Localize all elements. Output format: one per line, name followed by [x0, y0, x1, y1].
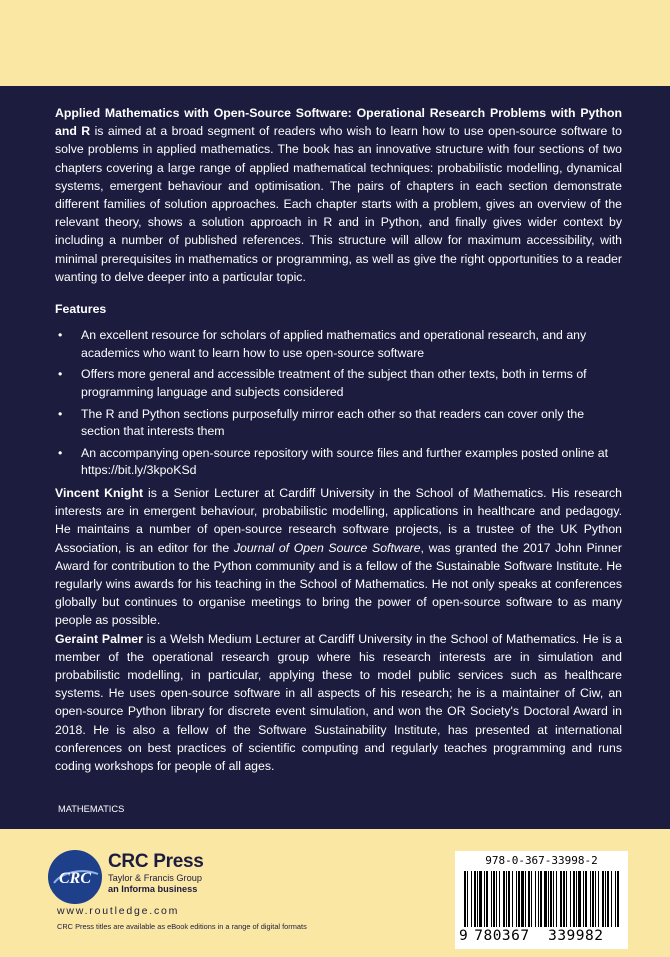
- barcode-bar: [471, 871, 472, 927]
- barcode-bar: [479, 871, 482, 927]
- subject-category: MATHEMATICS: [58, 804, 125, 814]
- barcode-bar: [615, 871, 616, 927]
- features-heading: Features: [55, 302, 107, 317]
- barcode-bar: [578, 871, 581, 927]
- logo-text: CRC: [58, 870, 92, 887]
- barcode-bar: [518, 871, 520, 927]
- barcode-bar: [556, 871, 557, 927]
- barcode-bar: [544, 871, 547, 927]
- barcode-bar: [602, 871, 604, 927]
- back-cover-text: [55, 104, 622, 775]
- barcode-bar: [538, 871, 539, 927]
- barcode-bar: [512, 871, 513, 927]
- barcode-bar: [477, 871, 478, 927]
- barcode-bar: [560, 871, 562, 927]
- barcode-bar: [493, 871, 495, 927]
- barcode-bar: [508, 871, 510, 927]
- barcode-bar: [573, 871, 575, 927]
- barcode-bar: [540, 871, 542, 927]
- publisher-brand: [108, 851, 204, 895]
- bullet-icon: •: [58, 328, 63, 343]
- barcode-bar: [506, 871, 507, 927]
- author-bio-geraint-palmer: Geraint Palmer is a Welsh Medium Lecturer at Cardiff University in the School of Mathematics. He is a member of the operational research group where his research interests are in simulation and probabilistic modelling, in particular, applying these to model public services such as healthcare systems. He uses open-source software in all aspects of his research; he is a maintainer of Ciw, an open-source Python library for discrete event simulation, and won the OR Society's Doctoral Award in 2018. He is also a fellow of the Software Sustainability Institute, has presented at international conferences on best practices of scientific computing and regularly teaches programming and runs coding workshops for people of all ages.: [55, 631, 623, 774]
- book-description-text: is aimed at a broad segment of readers who wish to learn how to use open-source software to solve problems in applied mathematics. The book has an innovative structure with four sections of two chapters covering a large range of applied mathematical techniques: probabilistic modelling, dynamical systems, emergent behaviour and optimisation. The pairs of chapters in each section demonstrate different families of solution approaches. Each chapter starts with a problem, gives an overview of the relevant theory, shows a solution approach in R and in Python, and finally gives wider context by including a number of published references. This structure will allow for maximum accessibility, with minimal prerequisites in mathematics or programming, as well as give the right opportunities to a reader wanting to delve deeper into a particular topic.: [55, 124, 622, 284]
- isbn-number: 978-0-367-33998-2: [485, 854, 598, 867]
- barcode-bar: [499, 871, 500, 927]
- barcode-bar: [592, 871, 594, 927]
- barcode-bar: [611, 871, 612, 927]
- barcode-bar: [570, 871, 571, 927]
- author-name: Vincent Knight: [55, 485, 144, 500]
- publisher-group: Taylor & Francis Group: [108, 873, 202, 883]
- isbn-barcode: [455, 851, 628, 949]
- bullet-icon: •: [58, 445, 63, 460]
- author-bio-vincent-knight: Vincent Knight is a Senior Lecturer at Cardiff University in the School of Mathematics. His research interests are in emergent behaviour, probabilistic modelling, applications in healthcare and pedagogy. He maintains a number of open-source research software projects, is a trustee of the UK Python Association, is an editor for the Journal of Open Source Software, was granted the 2017 John Pinner Award for contribution to the Python community and is a fellow of the Sustainable Software Institute. He regularly wins awards for his teaching in the School of Mathematics. He not only speaks at conferences globally but continues to organise meetings to bring the power of open-source software to as many people as possible.: [55, 485, 622, 628]
- publisher-name: CRC Press: [108, 851, 204, 872]
- book-title: Applied Mathematics with Open-Source Software: Operational Research Problems with Python and R: [55, 106, 622, 139]
- barcode-bar: [598, 871, 599, 927]
- barcode-bar: [583, 871, 584, 927]
- barcode-bar: [516, 871, 517, 927]
- barcode-digits: 9 780367 339982: [459, 928, 604, 944]
- publisher-business: an Informa business: [108, 884, 198, 894]
- barcode-bar: [550, 871, 552, 927]
- bullet-icon: •: [58, 406, 63, 421]
- ebook-note: CRC Press titles are available as eBook editions in a range of digital formats: [57, 922, 307, 931]
- feature-item: • Offers more general and accessible treatment of the subject than other texts, both in terms of programming language and subjects considered: [58, 367, 587, 400]
- barcode-bar: [566, 871, 567, 927]
- barcode-bar: [467, 871, 468, 927]
- barcode-bar: [590, 871, 591, 927]
- barcode-bar: [563, 871, 565, 927]
- barcode-bars: [464, 871, 619, 931]
- features-list: [55, 327, 622, 480]
- crc-logo-icon: [48, 850, 102, 904]
- barcode-bar: [474, 871, 476, 927]
- barcode-bar: [585, 871, 587, 927]
- journal-name: Journal of Open Source Software: [233, 540, 421, 555]
- barcode-bar: [576, 871, 577, 927]
- feature-item: • An excellent resource for scholars of applied mathematics and operational research, and any academics who want to learn how to use open-source software: [58, 328, 587, 360]
- barcode-bar: [528, 871, 530, 927]
- barcode-bar: [464, 871, 466, 927]
- barcode-bar: [531, 871, 532, 927]
- barcode-bar: [486, 871, 488, 927]
- author-name: Geraint Palmer: [55, 631, 143, 646]
- barcode-bar: [617, 871, 619, 927]
- barcode-bar: [496, 871, 497, 927]
- barcode-bar: [595, 871, 596, 927]
- barcode-bar: [605, 871, 606, 927]
- barcode-bar: [484, 871, 485, 927]
- top-color-band: [0, 0, 670, 86]
- feature-item: • The R and Python sections purposefully mirror each other so that readers can cover only the section that interests them: [58, 406, 585, 439]
- barcode-bar: [521, 871, 524, 927]
- feature-item: • An accompanying open-source repository with source files and further examples posted online at https://bit.ly/3kpoKSd: [58, 445, 609, 478]
- barcode-bar: [607, 871, 609, 927]
- barcode-bar: [503, 871, 505, 927]
- barcode-bar: [553, 871, 554, 927]
- bullet-icon: •: [58, 367, 63, 382]
- barcode-bar: [548, 871, 549, 927]
- publisher-website: www.routledge.com: [57, 905, 180, 917]
- barcode-bar: [535, 871, 536, 927]
- barcode-bar: [491, 871, 492, 927]
- barcode-bar: [525, 871, 526, 927]
- book-description: [55, 104, 622, 286]
